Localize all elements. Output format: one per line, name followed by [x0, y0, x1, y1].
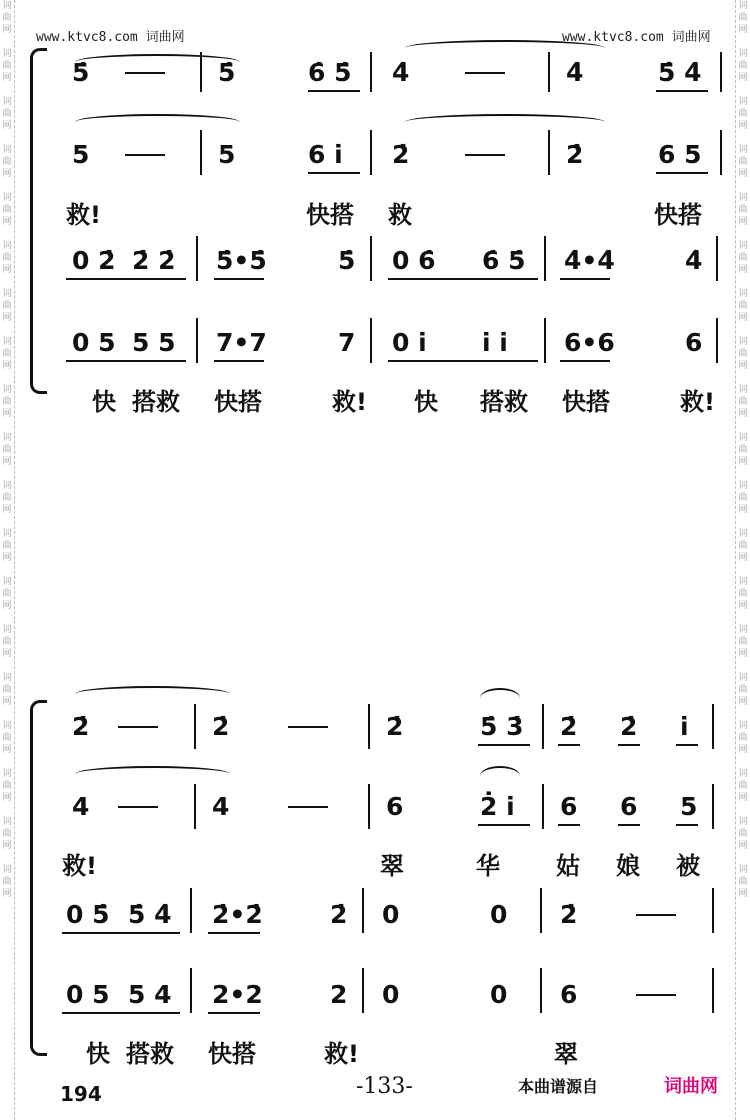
note: 5̇•5̇	[216, 246, 267, 275]
barline	[716, 318, 718, 363]
barline	[548, 52, 550, 92]
note: 4̇	[392, 58, 410, 87]
note: 2̇ 2̇	[132, 246, 176, 275]
barline	[368, 784, 370, 829]
note: i̇	[680, 712, 689, 741]
watermark-left: www.ktvc8.com 词曲网	[36, 30, 185, 45]
note: 6	[685, 328, 703, 357]
underline	[66, 278, 186, 280]
barline	[200, 52, 202, 92]
barline	[368, 704, 370, 749]
note: 2̇	[560, 900, 578, 929]
note: 0 5̇	[66, 900, 110, 929]
note: 4̇	[685, 246, 703, 275]
barline	[370, 318, 372, 363]
note: 2̇	[330, 900, 348, 929]
lyric: 搭救	[126, 1040, 174, 1068]
barline	[542, 784, 544, 829]
dash	[125, 72, 165, 74]
note: 2̇•2̇	[212, 900, 263, 929]
note: 6	[560, 980, 578, 1009]
note: 5̇ 4̇	[658, 58, 702, 87]
barline	[370, 130, 372, 175]
side-watermark-left: 词 曲 网 词 曲 网 词 曲 网 词 曲 网 词 曲 网 词 曲 网 词 曲 网 词 曲 网 词 曲 网 词 曲 网 词 曲 网 词 曲 网 词 曲 网 词 曲 网 词 曲 网 词 曲 网 词 曲 网 词 曲 网 词 曲 网	[0, 0, 15, 1120]
lyric: 快	[414, 388, 438, 416]
note: 6̇ 5̇	[482, 246, 526, 275]
lyric: 救!	[332, 388, 367, 416]
source-site-link[interactable]: 词曲网	[664, 1076, 718, 1097]
note: 5 5	[132, 328, 176, 357]
lyric: 搭救	[132, 388, 180, 416]
barline	[200, 130, 202, 175]
score-system-2	[30, 680, 730, 1070]
barline	[716, 236, 718, 281]
barline	[190, 888, 192, 933]
slur	[75, 114, 240, 130]
lyric: 快	[92, 388, 116, 416]
underline	[208, 1012, 260, 1014]
lyric: 救!	[62, 852, 97, 880]
underline	[560, 278, 610, 280]
dash	[465, 72, 505, 74]
underline	[618, 744, 640, 746]
barline	[712, 888, 714, 933]
note: 5̇	[218, 58, 236, 87]
underline	[676, 824, 698, 826]
underline	[66, 360, 186, 362]
slur	[75, 766, 230, 782]
note: 0	[490, 900, 508, 929]
barline	[540, 968, 542, 1013]
note: 4	[212, 792, 230, 821]
slur	[405, 114, 605, 130]
note: 6•6	[564, 328, 615, 357]
barline	[540, 888, 542, 933]
note: 2̇	[386, 712, 404, 741]
underline	[388, 360, 538, 362]
underline	[560, 360, 610, 362]
note: 5̇ 4̇	[128, 900, 172, 929]
barline	[362, 888, 364, 933]
lyric: 翠	[554, 1040, 578, 1068]
barline	[370, 52, 372, 92]
watermark-right: www.ktvc8.com 词曲网	[562, 30, 711, 45]
underline	[656, 172, 708, 174]
dash	[125, 154, 165, 156]
system-brace	[30, 700, 47, 1056]
lyric: 娘	[616, 852, 640, 880]
underline	[62, 932, 180, 934]
dash	[636, 914, 676, 916]
note: 6	[386, 792, 404, 821]
note: 6 i̇	[308, 140, 343, 169]
lyric: 快搭	[208, 1040, 256, 1068]
lyric: 姑	[556, 852, 580, 880]
note: 5	[680, 792, 698, 821]
lyric: 快搭	[654, 201, 702, 229]
side-watermark-right: 词 曲 网 词 曲 网 词 曲 网 词 曲 网 词 曲 网 词 曲 网 词 曲 网 词 曲 网 词 曲 网 词 曲 网 词 曲 网 词 曲 网 词 曲 网 词 曲 网 词 曲 网 词 曲 网 词 曲 网 词 曲 网 词 曲 网	[735, 0, 750, 1120]
underline	[618, 824, 640, 826]
barline	[196, 236, 198, 281]
fermata-slur	[480, 688, 520, 708]
underline	[676, 744, 698, 746]
dash	[118, 726, 158, 728]
lyric: 华	[476, 852, 500, 880]
barline	[548, 130, 550, 175]
system-brace	[30, 48, 47, 394]
underline	[214, 278, 264, 280]
underline	[478, 824, 530, 826]
underline	[308, 90, 360, 92]
note: 5 4	[128, 980, 172, 1009]
source-label: 本曲谱源自	[518, 1077, 599, 1096]
underline	[558, 824, 580, 826]
underline	[208, 932, 260, 934]
score-system-1	[30, 40, 730, 416]
barline	[542, 704, 544, 749]
barline	[544, 318, 546, 363]
note: 6 5	[658, 140, 702, 169]
slur	[75, 54, 240, 70]
note: 5	[218, 140, 236, 169]
page-number-center: -133-	[356, 1074, 413, 1099]
note: 2•2	[212, 980, 263, 1009]
note: 5̇	[72, 58, 90, 87]
note: 5̇ 3̇	[480, 712, 524, 741]
lyric: 快	[86, 1040, 110, 1068]
lyric: 救!	[324, 1040, 359, 1068]
note: 0 5	[72, 328, 116, 357]
dash	[465, 154, 505, 156]
note: 0 i̇	[392, 328, 427, 357]
barline	[194, 784, 196, 829]
note: 7	[338, 328, 356, 357]
barline	[720, 52, 722, 92]
dash	[636, 994, 676, 996]
note: 7•7	[216, 328, 267, 357]
underline	[388, 278, 538, 280]
barline	[196, 318, 198, 363]
note: 5	[72, 140, 90, 169]
note: 0	[382, 900, 400, 929]
note: i̇ i̇	[482, 328, 508, 357]
barline	[712, 784, 714, 829]
barline	[362, 968, 364, 1013]
page-number-left: 194	[60, 1082, 102, 1106]
barline	[190, 968, 192, 1013]
lyric: 救!	[680, 388, 715, 416]
underline	[214, 360, 264, 362]
underline	[558, 744, 580, 746]
dash	[288, 726, 328, 728]
lyric: 快搭	[306, 201, 354, 229]
barline	[370, 236, 372, 281]
note: 2̇	[72, 712, 90, 741]
note: 2̇	[392, 140, 410, 169]
note: 4	[72, 792, 90, 821]
lyric: 救	[388, 201, 412, 229]
lyric: 搭救	[480, 388, 528, 416]
note: 0	[382, 980, 400, 1009]
lyric: 快搭	[214, 388, 262, 416]
underline	[308, 172, 360, 174]
note: 2	[330, 980, 348, 1009]
lyric: 被	[676, 852, 700, 880]
note: 2̇	[212, 712, 230, 741]
note: 2̇	[620, 712, 638, 741]
note: 6	[560, 792, 578, 821]
underline	[478, 744, 530, 746]
slur	[75, 686, 230, 702]
dash	[118, 806, 158, 808]
note: 5̇	[338, 246, 356, 275]
barline	[712, 704, 714, 749]
fermata-slur	[480, 766, 520, 786]
lyric: 救!	[66, 201, 101, 229]
underline	[62, 1012, 180, 1014]
barline	[544, 236, 546, 281]
note: 0 5	[66, 980, 110, 1009]
note: 2̇	[566, 140, 584, 169]
dash	[288, 806, 328, 808]
barline	[720, 130, 722, 175]
slur	[405, 40, 605, 56]
note: 0	[490, 980, 508, 1009]
note: 2̇ i̇	[480, 792, 515, 821]
barline	[194, 704, 196, 749]
note: 6̇ 5̇	[308, 58, 352, 87]
note: 2̇	[560, 712, 578, 741]
note: 4̇•4̇	[564, 246, 615, 275]
note: 0 6̇	[392, 246, 436, 275]
underline	[656, 90, 708, 92]
note: 6	[620, 792, 638, 821]
lyric: 翠	[380, 852, 404, 880]
note: 0 2̇	[72, 246, 116, 275]
barline	[712, 968, 714, 1013]
lyric: 快搭	[562, 388, 610, 416]
note: 4̇	[566, 58, 584, 87]
